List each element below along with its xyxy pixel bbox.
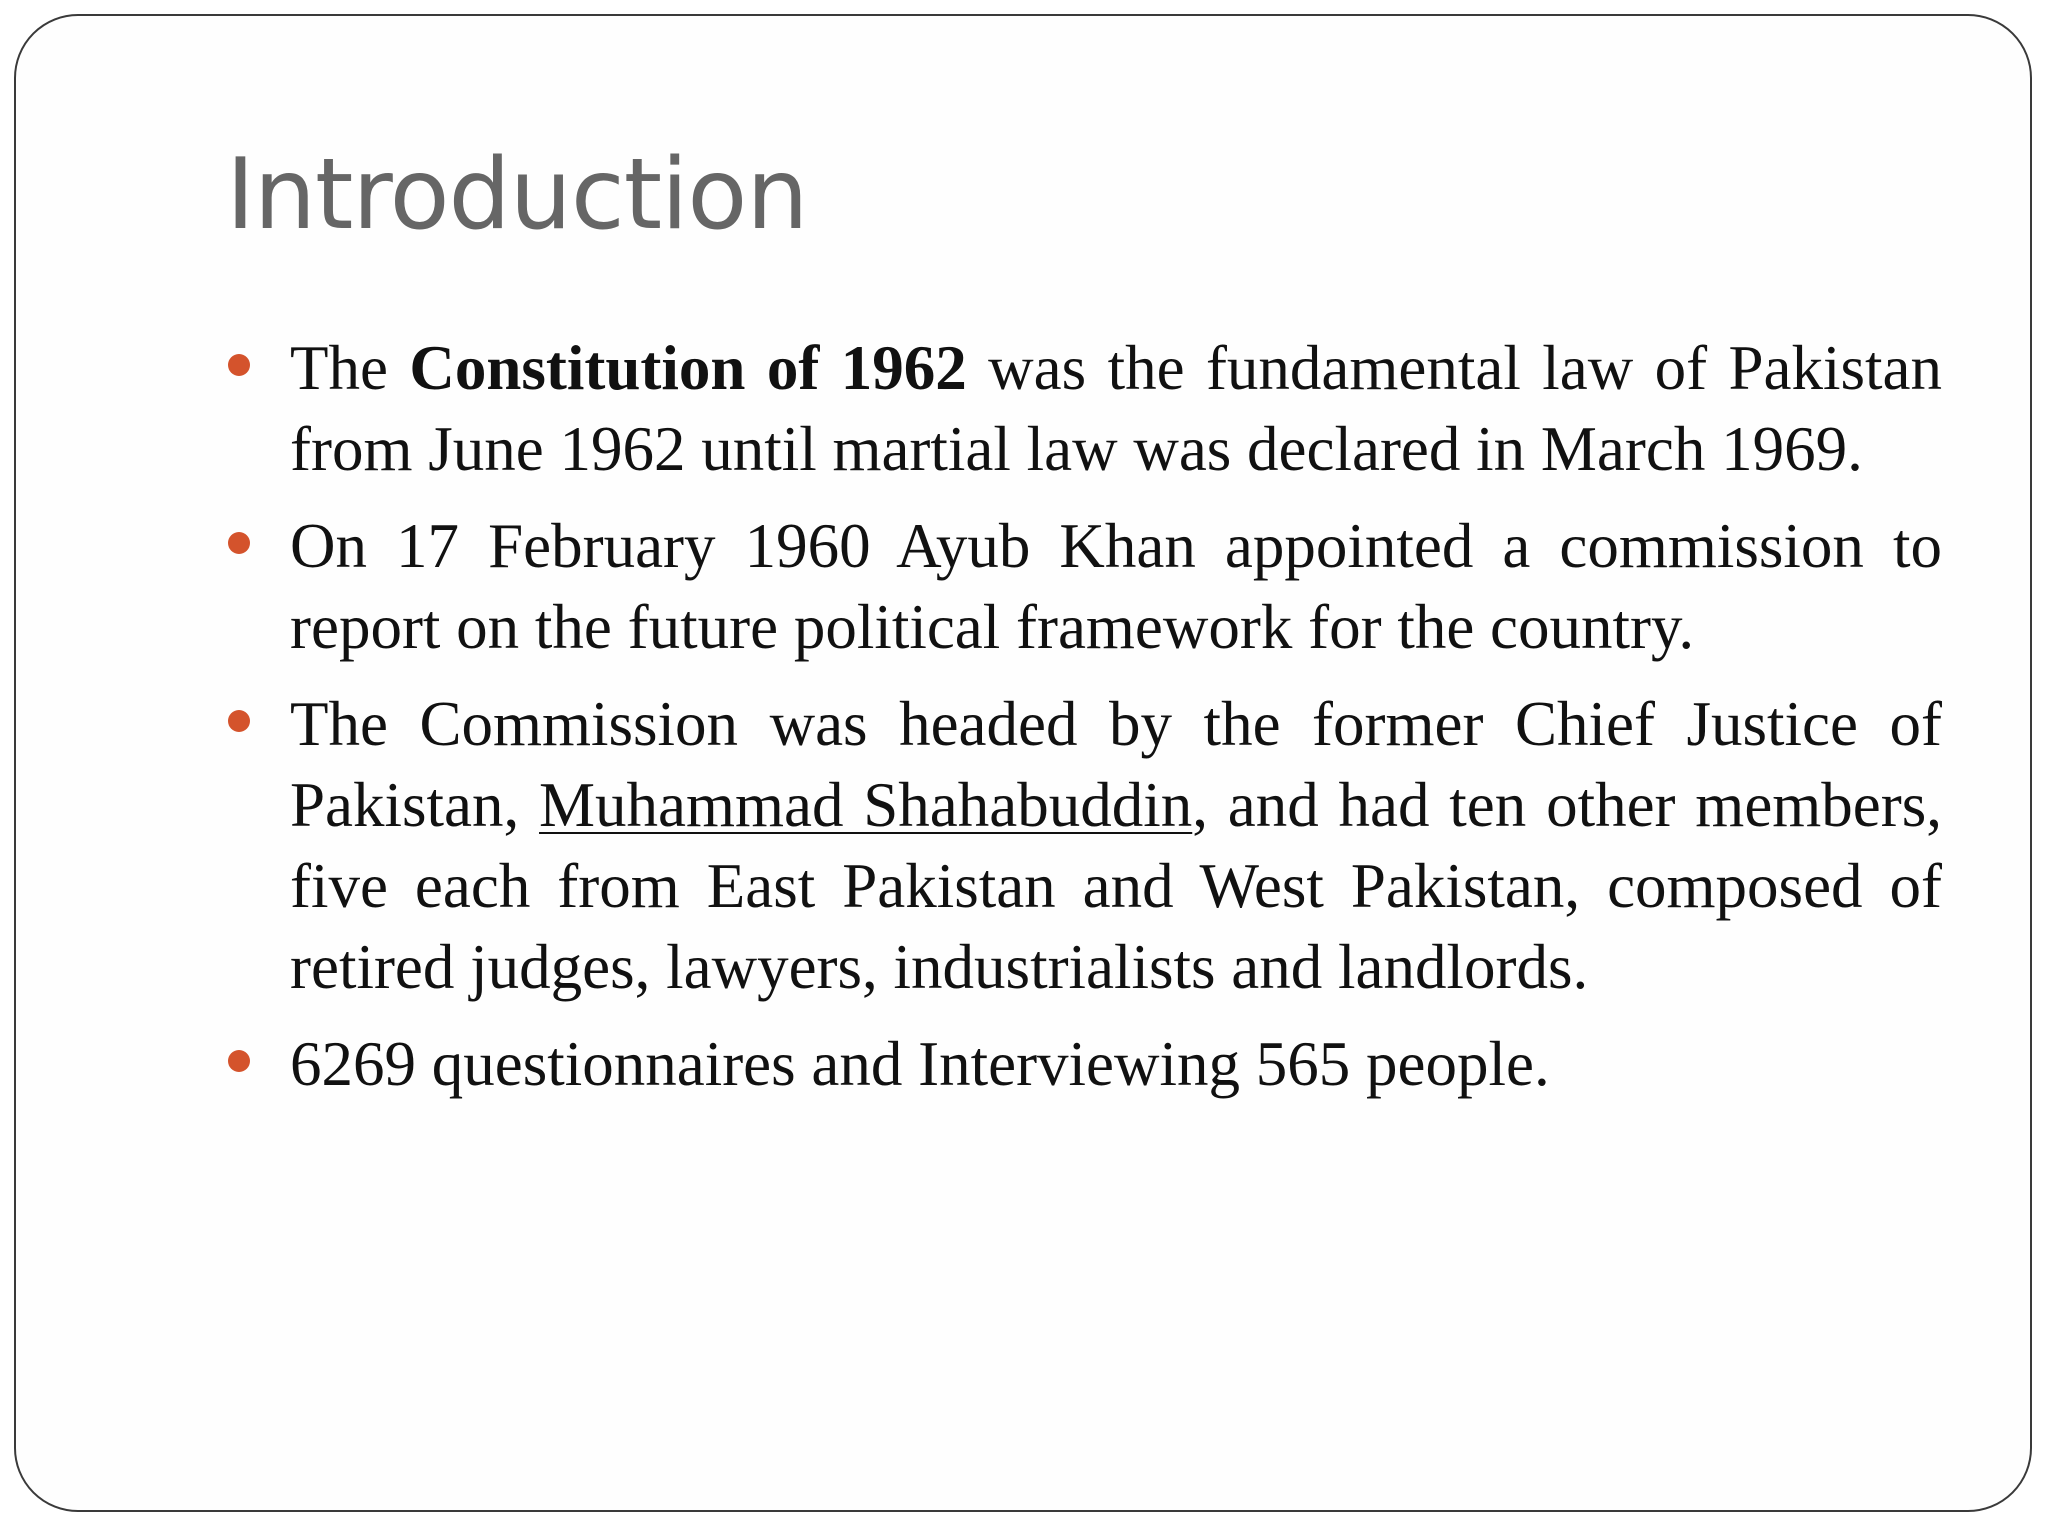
bullet-dot-icon (228, 532, 250, 554)
bullet-item-commission-appointed (228, 506, 1942, 668)
slide-title: Introduction (226, 138, 808, 252)
bullet-item-commission-members (228, 684, 1942, 1008)
bullet-dot-icon (228, 1050, 250, 1072)
bullet-lead-text: The (290, 333, 410, 403)
bullet-list (228, 328, 1942, 1121)
bullet-text (290, 328, 1942, 490)
bullet-item-questionnaires (228, 1024, 1942, 1105)
bullet-dot-icon (228, 354, 250, 376)
bullet-bold-text: Constitution of 1962 (409, 333, 967, 403)
bullet-text (290, 684, 1942, 1008)
bullet-dot-icon (228, 710, 250, 732)
bullet-text: 6269 questionnaires and Interviewing 565 people. (290, 1029, 1550, 1099)
shahabuddin-link[interactable]: Muhammad Shahabuddin (539, 770, 1193, 840)
bullet-rest-text: was the fundamental law of Pakistan from June 1962 until martial law was declared in March 1969. (290, 333, 1943, 484)
bullet-item-constitution (228, 328, 1942, 490)
bullet-lead-text: The Commission was headed by the former Chief Justice of Pakistan, (290, 689, 1942, 840)
bullet-text: On 17 February 1960 Ayub Khan appointed a commission to report on the future political framework for the country. (290, 511, 1942, 662)
bullet-rest-text: , and had ten other members, five each from East Pakistan and West Pakistan, composed of retired judges, lawyers, industrialists and landlords. (290, 770, 1942, 1002)
